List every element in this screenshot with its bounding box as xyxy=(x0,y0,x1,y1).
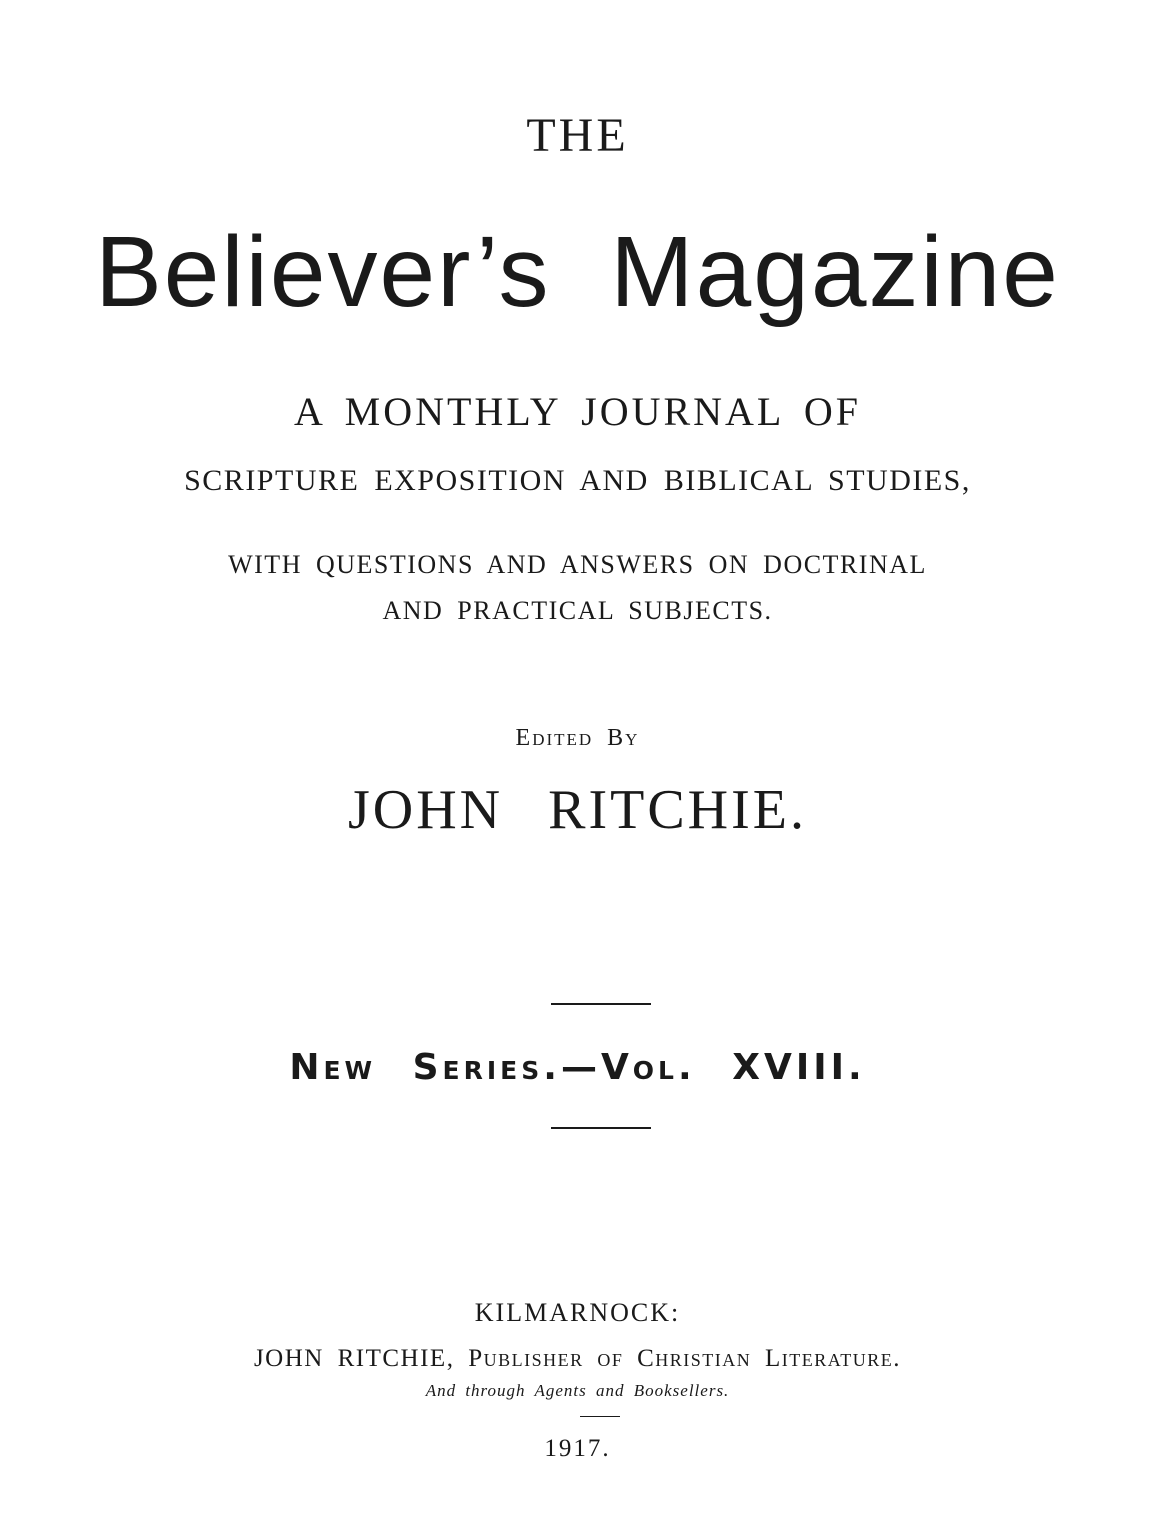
magazine-title: Believer’s Magazine xyxy=(95,216,1060,328)
description-line-2: WITH QUESTIONS AND ANSWERS ON DOCTRINAL xyxy=(228,550,927,579)
title-article: THE xyxy=(526,109,629,162)
divider-rule-top xyxy=(551,1003,651,1005)
publication-place: KILMARNOCK: xyxy=(474,1298,681,1327)
divider-rule-small xyxy=(580,1416,620,1417)
editor-name: JOHN RITCHIE. xyxy=(348,779,807,841)
description-line-1: SCRIPTURE EXPOSITION AND BIBLICAL STUDIES, xyxy=(184,464,971,497)
edited-by-label: Edited By xyxy=(515,725,640,751)
agents-line: And through Agents and Booksellers. xyxy=(425,1381,730,1400)
divider-rule-bottom xyxy=(551,1127,651,1129)
publisher-line: JOHN RITCHIE, Publisher of Christian Literature. xyxy=(253,1345,902,1372)
description-line-3: AND PRACTICAL SUBJECTS. xyxy=(382,596,773,625)
series-volume: New Series.—Vol. XVIII. xyxy=(289,1047,866,1088)
subtitle: A MONTHLY JOURNAL OF xyxy=(293,389,862,434)
publication-year: 1917. xyxy=(544,1435,611,1462)
